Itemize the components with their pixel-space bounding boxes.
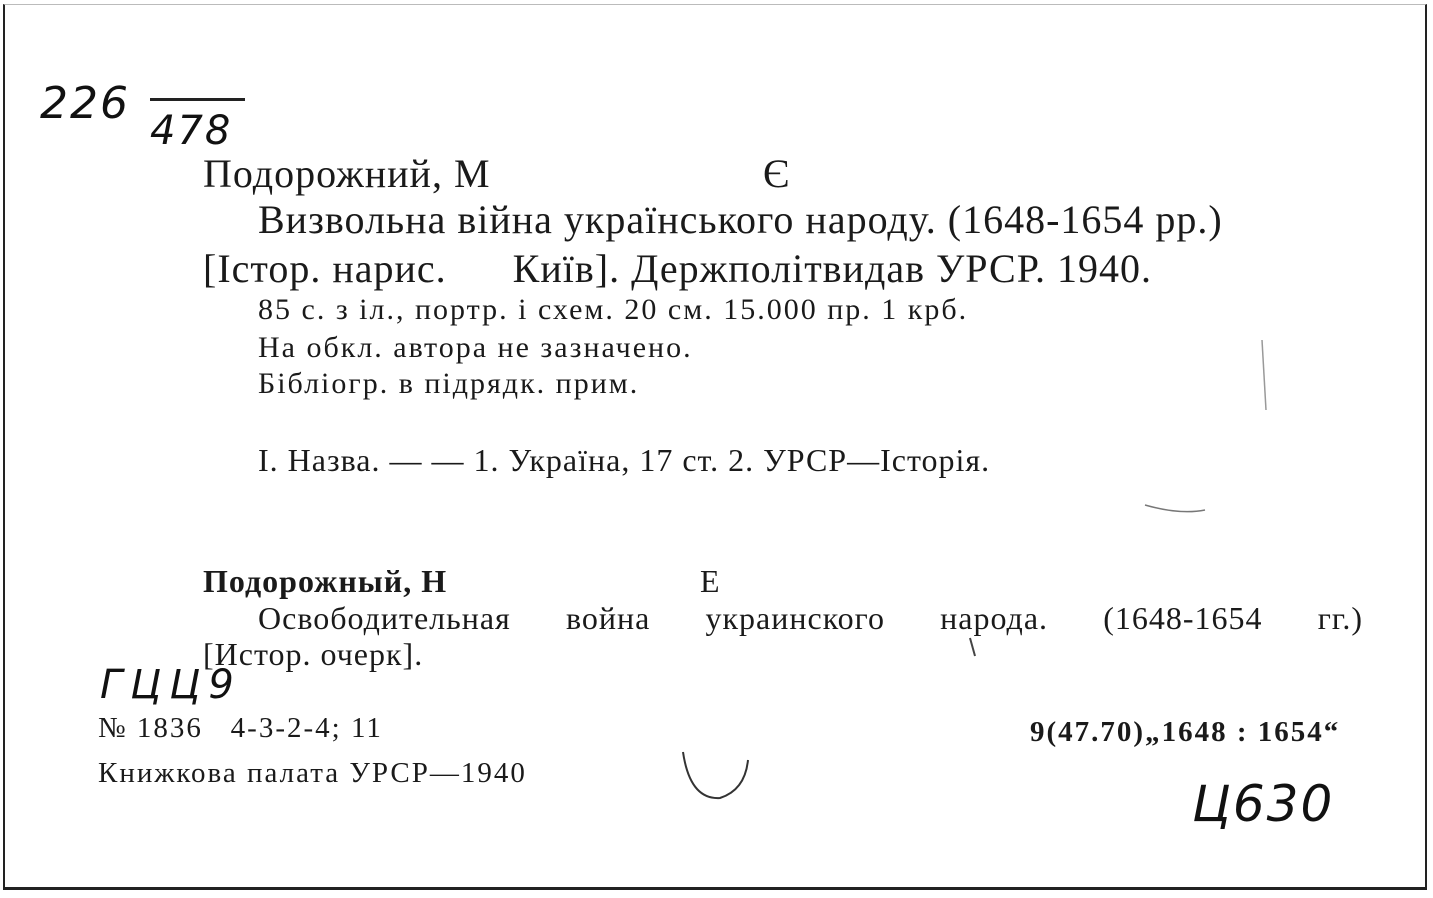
title-russian-word4: народа.: [940, 600, 1049, 636]
author-initial-ukrainian: Є: [763, 151, 791, 196]
title-russian-word6: гг.): [1317, 600, 1363, 636]
title-ukrainian-line2: [203, 245, 1152, 292]
title-ukrainian-line1: Визвольна війна українського народу. (1648-1654 рр.): [258, 197, 1223, 242]
title-russian-word5: (1648-1654: [1103, 600, 1263, 636]
description-line3: Бібліогр. в підрядк. прим.: [258, 367, 640, 400]
handwritten-bottom-right: Ц630: [1192, 775, 1335, 833]
subject-headings: I. Назва. — — 1. Україна, 17 ст. 2. УРСР—Історія.: [258, 442, 991, 478]
shelf-number-rule: [150, 98, 245, 101]
handwritten-note: ГЦЦ9: [100, 662, 242, 708]
publisher-imprint: Книжкова палата УРСР—1940: [98, 757, 527, 789]
author-initial-russian: Е: [700, 563, 721, 599]
title-russian-word1: Освободительная: [258, 600, 511, 636]
card-number: № 1836 4-3-2-4; 11: [98, 712, 383, 744]
title-russian-word3: украинского: [705, 600, 885, 636]
description-line2: На обкл. автора не зазначено.: [258, 331, 693, 364]
title-russian-line1: [258, 600, 1363, 637]
handwritten-shelf-number: 226: [40, 78, 130, 129]
author-ukrainian: Подорожний, М: [203, 151, 491, 196]
title-russian-word2: война: [565, 600, 651, 636]
title-ukrainian-line2-text: [Істор. нарис. Київ]. Держполітвидав УРСР. 1940.: [203, 246, 1152, 291]
handwritten-shelf-sub: 478: [150, 108, 233, 154]
description-line1: 85 с. з іл., портр. і схем. 20 см. 15.000 пр. 1 крб.: [258, 293, 969, 326]
classification-code: 9(47.70)„1648 : 1654“: [1030, 716, 1341, 748]
author-russian: Подорожный, Н: [203, 563, 448, 599]
title-russian-line2: [Истор. очерк].: [203, 636, 424, 672]
